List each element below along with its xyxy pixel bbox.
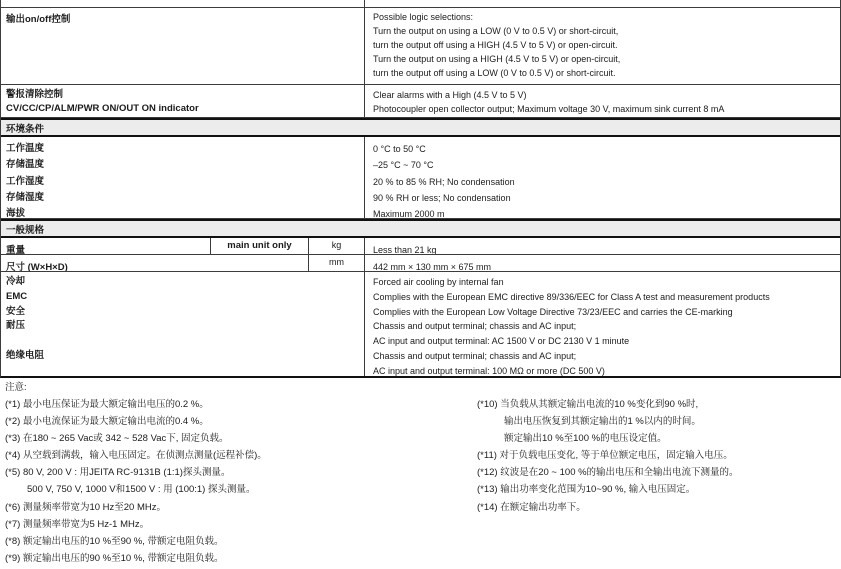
- row-label: 输出on/off控制: [6, 14, 71, 25]
- footnote-continuation: 输出电压恢复到其额定输出的1 %以内的时间。: [504, 416, 701, 428]
- value-line: Complies with the European EMC directive 89/336/EEC for Class A test and measurement products: [373, 291, 770, 302]
- value-line: Photocoupler open collector output; Maximum voltage 30 V, maximum sink current 8 mA: [373, 104, 725, 114]
- value-line: Turn the output on using a LOW (0 V to 0.5 V) or short-circuit,: [373, 25, 619, 36]
- weight-unit-cell: kg: [309, 238, 365, 254]
- footnote: (*4) 从空载到满载，输入电压固定。在侦测点测量(远程补偿)。: [5, 450, 267, 462]
- footnote: (*12) 纹波是在20 ~ 100 %的输出电压和全输出电流下测量的。: [477, 467, 739, 479]
- row-label: 工作湿度: [6, 175, 45, 187]
- section-title: 环境条件: [6, 123, 45, 135]
- row-label: CV/CC/CP/ALM/PWR ON/OUT ON indicator: [6, 103, 199, 114]
- row-label: 尺寸 (W×H×D): [6, 262, 68, 271]
- general-value-cell: [365, 272, 840, 376]
- value-line: 0 °C to 50 °C: [373, 144, 426, 154]
- table-row-output-control: [1, 8, 840, 85]
- footnote: (*8) 额定输出电压的10 %至90 %, 带额定电阻负载。: [5, 535, 224, 547]
- value-line: 442 mm × 130 mm × 675 mm: [373, 262, 492, 271]
- table-row-general-block: [1, 272, 840, 376]
- value-line: Forced air cooling by internal fan: [373, 277, 504, 287]
- footnote: (*11) 对于负载电压变化, 等于单位额定电压，固定输入电压。: [477, 450, 733, 462]
- environment-label-cell: [1, 137, 365, 218]
- value-line: Clear alarms with a High (4.5 V to 5 V): [373, 90, 527, 100]
- value-line: turn the output off using a LOW (0 V to 0.5 V) or short-circuit.: [373, 67, 616, 78]
- row-label: 冷却: [6, 276, 26, 287]
- footnote: (*14) 在额定输出功率下。: [477, 501, 586, 513]
- table-row-alarm-clear: [1, 85, 840, 118]
- value-line: Possible logic selections:: [373, 12, 474, 22]
- value-line: 20 % to 85 % RH; No condensation: [373, 176, 515, 187]
- row-label: [6, 364, 362, 376]
- footnote-continuation: 额定输出10 %至100 %的电压设定值。: [504, 433, 667, 445]
- clipped-value-cell: [365, 0, 840, 7]
- value-line: AC input and output terminal: AC 1500 V or DC 2130 V 1 minute: [373, 336, 630, 347]
- footnote-continuation: 500 V, 750 V, 1000 V和1500 V : 用 (100:1) 探头测量。: [27, 484, 256, 496]
- row-label: 工作温度: [6, 143, 45, 154]
- row-label: 存储湿度: [6, 191, 45, 203]
- table-row-weight: [1, 238, 840, 255]
- footnote: (*2) 最小电流保证为最大额定输出电流的0.4 %。: [5, 416, 209, 428]
- notes-column-left: [5, 396, 477, 567]
- value-line: Chassis and output terminal; chassis and AC input;: [373, 350, 577, 361]
- notes-section: [5, 379, 837, 567]
- section-header-environment: [1, 118, 840, 137]
- value-line: Less than 21 kg: [373, 245, 437, 254]
- environment-value-cell: [365, 137, 840, 218]
- value-line: Chassis and output terminal; chassis and AC input;: [373, 321, 577, 332]
- row-label: [6, 334, 362, 349]
- footnote: (*13) 输出功率变化范围为10~90 %, 输入电压固定。: [477, 484, 696, 496]
- dimensions-label-cell: [1, 255, 309, 271]
- weight-qualifier-cell: main unit only: [211, 238, 309, 254]
- section-header-general-specs: [1, 219, 840, 238]
- footnote: (*3) 在180 ~ 265 Vac或 342 ~ 528 Vac下, 固定负载。: [5, 433, 229, 445]
- notes-columns: [5, 396, 837, 567]
- table-row-environment: [1, 137, 840, 219]
- row-label: 重量: [6, 245, 26, 254]
- footnote: (*6) 测量频率带宽为10 Hz至20 MHz。: [5, 501, 166, 513]
- dimensions-unit-cell: mm: [309, 255, 365, 271]
- row-label: 绝缘电阻: [6, 349, 45, 361]
- notes-column-right: [477, 396, 837, 567]
- value-line: Maximum 2000 m: [373, 209, 445, 218]
- footnote: (*9) 额定输出电压的90 %至10 %, 带额定电阻负载。: [5, 552, 224, 564]
- alarm-value-cell: [365, 85, 840, 117]
- table-row-clipped: [1, 0, 840, 8]
- table-row-dimensions: [1, 255, 840, 272]
- weight-value-cell: [365, 238, 840, 254]
- row-label: EMC: [6, 290, 28, 302]
- output-control-value-cell: [365, 8, 840, 84]
- value-line: –25 °C ~ 70 °C: [373, 160, 434, 171]
- output-control-label-cell: [1, 8, 365, 84]
- row-label: 警报清除控制: [6, 89, 64, 100]
- row-label: 存储温度: [6, 159, 45, 171]
- clipped-label-cell: [1, 0, 365, 7]
- footnote: (*7) 测量频率带宽为5 Hz-1 MHz。: [5, 518, 150, 530]
- value-line: turn the output off using a HIGH (4.5 V to 5 V) or open-circuit.: [373, 39, 618, 50]
- general-label-cell: [1, 272, 365, 376]
- notes-heading: 注意:: [5, 382, 27, 393]
- value-line: Complies with the European Low Voltage Directive 73/23/EEC and carries the CE-marking: [373, 306, 733, 317]
- value-line: AC input and output terminal: 100 MΩ or more (DC 500 V): [373, 365, 605, 376]
- footnote: (*10) 当负载从其额定输出电流的10 %变化到90 %时,: [477, 399, 699, 410]
- alarm-label-cell: [1, 85, 365, 117]
- row-label: 海拔: [6, 208, 26, 218]
- weight-label-cell: [1, 238, 211, 254]
- value-line: 90 % RH or less; No condensation: [373, 192, 511, 203]
- row-label: 耐压: [6, 320, 26, 332]
- row-label: 安全: [6, 305, 26, 317]
- footnote: (*1) 最小电压保证为最大额定输出电压的0.2 %。: [5, 399, 209, 410]
- footnote: (*5) 80 V, 200 V : 用JEITA RC-9131B (1:1)探头测量。: [5, 467, 231, 479]
- value-line: Turn the output on using a HIGH (4.5 V to 5 V) or open-circuit,: [373, 53, 621, 64]
- section-title: 一般规格: [6, 224, 45, 236]
- dimensions-value-cell: [365, 255, 840, 271]
